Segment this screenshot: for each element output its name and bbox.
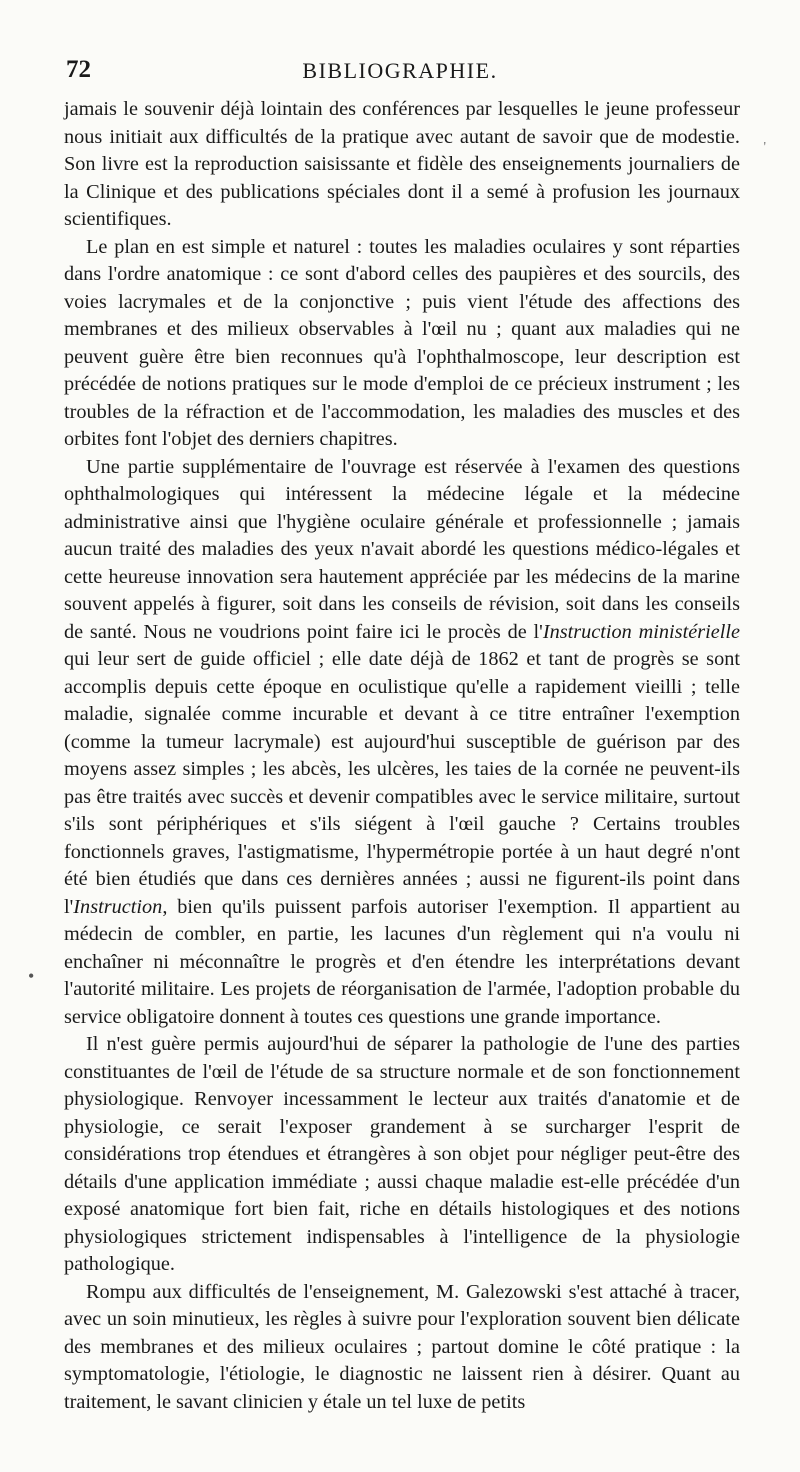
body-text bbox=[64, 96, 740, 1416]
running-title: BIBLIOGRAPHIE. bbox=[302, 58, 498, 83]
paragraph-text: Une partie supplémentaire de l'ouvrage est réservée à l'examen des questions ophthalmologiques qui intéressent la médecine légale et la médecine administrative ainsi que l'hygiène oculaire générale et professionnelle ; jamais aucun traité des maladies des yeux n'avait abordé les questions médico-légales et cette heureuse innovation sera hautement appréciée par les médecins de la marine souvent appelés à figurer, soit dans les conseils de révision, soit dans les conseils de santé. Nous ne voudrions point faire ici le procès de l' bbox=[64, 455, 740, 643]
margin-mark: • bbox=[28, 966, 35, 986]
paragraph bbox=[64, 454, 740, 1032]
italic-title: Instruction ministérielle bbox=[542, 620, 740, 643]
paragraph-text: qui leur sert de guide officiel ; elle date déjà de 1862 et tant de progrès se sont accomplis depuis cette époque en oculistique qu'elle a rapidement vieilli ; telle maladie, signalée comme incurable et devant à ce titre entraîner l'exemption (comme la tumeur lacrymale) est aujourd'hui susceptible de guérison par des moyens assez simples ; les abcès, les ulcères, les taies de la cornée ne peuvent-ils pas être traités avec succès et devenir compatibles avec le service militaire, surtout s'ils sont périphériques et s'ils siégent à l'œil gauche ? Certains troubles fonctionnels graves, l'astigmatisme, l'hypermétropie portée à un haut degré n'ont été bien étudiés que dans ces dernières années ; aussi ne figurent-ils point dans l' bbox=[64, 648, 740, 918]
italic-title: Instruction bbox=[73, 895, 163, 918]
edge-mark: ' bbox=[763, 140, 766, 155]
paragraph bbox=[64, 1279, 740, 1417]
page-number: 72 bbox=[66, 56, 91, 83]
paragraph-text: Il n'est guère permis aujourd'hui de séparer la pathologie de l'une des parties constituantes de l'œil de l'étude de sa structure normale et de son fonctionnement physiologique. Renvoyer incessamment le lecteur aux traités d'anatomie et de physiologie, ce serait l'exposer grandement à se surcharger l'esprit de considérations trop étendues et étrangères à son objet pour négliger peut-être des détails d'une application immédiate ; aussi chaque maladie est-elle précédée d'un exposé anatomique fort bien fait, riche en détails histologiques et des notions physiologiques strictement indispensables à l'intelligence de la physiologie pathologique. bbox=[64, 1033, 740, 1275]
paragraph-text: Rompu aux difficultés de l'enseignement, M. Galezowski s'est attaché à tracer, avec un soin minutieux, les règles à suivre pour l'exploration souvent bien délicate des membranes et des milieux oculaires ; partout domine le côté pratique : la symptomatologie, l'étiologie, le diagnostic ne laissent rien à désirer. Quant au traitement, le savant clinicien y étale un tel luxe de petits bbox=[64, 1280, 740, 1413]
paragraph bbox=[64, 1031, 740, 1279]
paragraph-text: , bien qu'ils puissent parfois autoriser l'exemption. Il appartient au médecin de combler, en partie, les lacunes d'un règlement qui n'a voulu ni enchaîner ni méconnaître le progrès et d'en étendre les interprétations devant l'autorité militaire. Les projets de réorganisation de l'armée, l'adoption probable du service obligatoire donnent à toutes ces questions une grande importance. bbox=[64, 895, 740, 1028]
paragraph bbox=[64, 234, 740, 454]
paragraph-text: jamais le souvenir déjà lointain des conférences par lesquelles le jeune professeur nous initiait aux difficultés de la pratique avec autant de savoir que de modestie. Son livre est la reproduction saisissante et fidèle des enseignements journaliers de la Clinique et des publications spéciales dont il a semé à profusion les journaux scientifiques. bbox=[64, 98, 740, 230]
paragraph bbox=[64, 96, 740, 234]
paragraph-text: Le plan en est simple et naturel : toutes les maladies oculaires y sont réparties dans l'ordre anatomique : ce sont d'abord celles des paupières et des sourcils, des voies lacrymales et de la conjonctive ; puis vient l'étude des affections des membranes et des milieux observables à l'œil nu ; quant aux maladies qui ne peuvent guère être bien reconnues qu'à l'ophthalmoscope, leur description est précédée de notions pratiques sur le mode d'emploi de ce précieux instrument ; les troubles de la réfraction et de l'accommodation, les maladies des muscles et des orbites font l'objet des derniers chapitres. bbox=[64, 235, 740, 450]
page-header bbox=[66, 56, 734, 92]
